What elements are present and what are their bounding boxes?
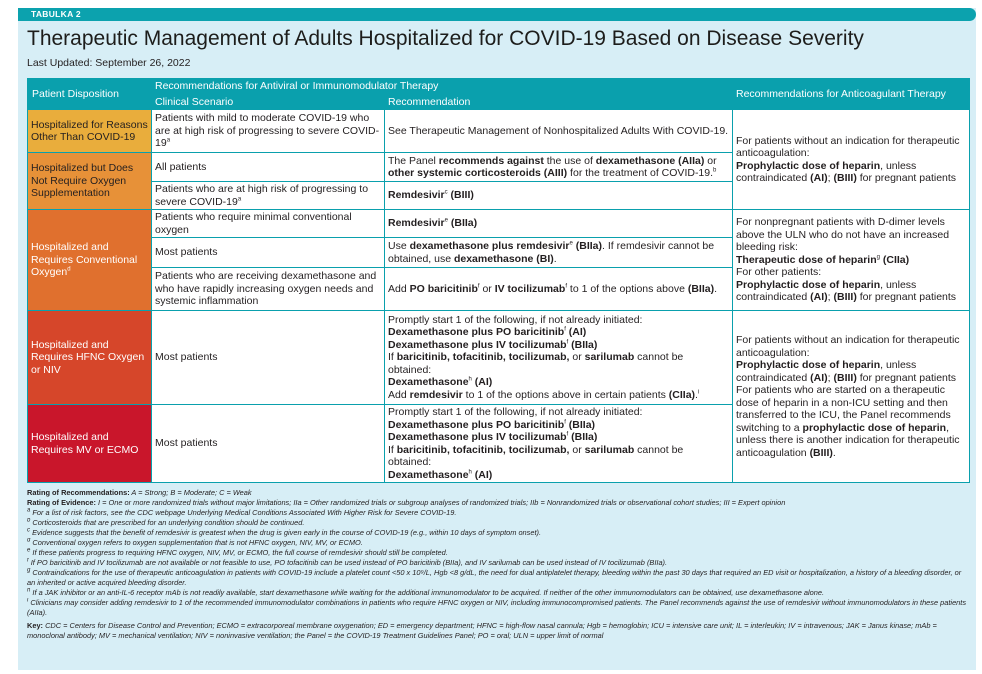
disposition-conventional-oxygen: Hospitalized and Requires Conventional Oxygen$^d$: [28, 210, 152, 311]
recommendation-cell: See Therapeutic Management of Nonhospitalized Adults With COVID-19.: [385, 110, 733, 153]
table-tag: [18, 8, 976, 21]
scenario-cell: Most patients: [152, 238, 385, 268]
therapy-table: [27, 78, 970, 483]
footnote-d: $^d$ Conventional oxygen refers to oxygen supplementation that is not HFNC oxygen, NIV, MV, or ECMO.: [27, 538, 363, 547]
recommendation-cell: Promptly start 1 of the following, if not already initiated: Dexamethasone plus PO baricitinib$^f$ (BIIa) Dexamethasone plus IV tocilizumab$^f$ (BIIa) If baricitinib, tofacitinib, tocilizumab, or sarilumab cannot be obtained: Dexamethasone$^h$ (AI): [385, 405, 733, 483]
footnote-c: $^c$ Evidence suggests that the benefit of remdesivir is greatest when the drug is given early in the course of COVID-19 (e.g., within 10 days of symptom onset).: [27, 528, 542, 537]
header-disposition: Patient Disposition: [28, 79, 152, 110]
footnote-i: $^i$ Clinicians may consider adding remdesivir to 1 of the recommended immunomodulator combinations in patients who require HFNC oxygen or NIV, including immunocompromised patients. The Panel recommends against the use of remdesivir without immunomodulators in these patients (AIIa).: [27, 598, 967, 617]
last-updated: Last Updated: September 26, 2022: [27, 57, 191, 69]
scenario-cell: Most patients: [152, 311, 385, 405]
disposition-no-oxygen: Hospitalized but Does Not Require Oxygen Supplementation: [28, 153, 152, 210]
footnote-h: $^h$ If a JAK inhibitor or an anti-IL-6 receptor mAb is not readily available, start dexamethasone while waiting for the additional immunomodulator to be acquired. If neither of the other immunomodulators can be obtained, use dexamethasone alone.: [27, 588, 825, 597]
rating-recommendations: Rating of Recommendations: A = Strong; B = Moderate; C = Weak: [27, 488, 252, 497]
anticoag-cell: For patients without an indication for therapeutic anticoagulation: Prophylactic dose of heparin, unless contraindicated (AI); (BIII) for pregnant patients For patients who are started on a therapeutic dose of heparin in a non-ICU setting and then transferred to the ICU, the Panel recommends switching to a prophylactic dose of heparin, unless there is another indication for therapeutic anticoagulation (BIII).: [733, 311, 970, 483]
scenario-cell: Patients who require minimal conventional oxygen: [152, 210, 385, 238]
abbreviation-key: Key: CDC = Centers for Disease Control and Prevention; ECMO = extracorporeal membrane oxygenation; ED = emergency department; HFNC = high-flow nasal cannula; Hgb = hemoglobin; ICU = intensive care unit; IL = interleukin; IV = intravenous; JAK = Janus kinase; mAb = monoclonal antibody; MV = mechanical ventilation; NIV = noninvasive ventilation; the Panel = the COVID-19 Treatment Guidelines Panel; PO = oral; ULN = upper limit of normal: [27, 621, 937, 640]
footnote-a: $^a$ For a list of risk factors, see the CDC webpage Underlying Medical Conditions Associated With Higher Risk for Severe COVID-19.: [27, 508, 457, 517]
footnote-b: $^b$ Corticosteroids that are prescribed for an underlying condition should be continued.: [27, 518, 305, 527]
footnote-e: $^e$ If these patients progress to requiring HFNC oxygen, NIV, MV, or ECMO, the full course of remdesivir should still be completed.: [27, 548, 448, 557]
header-recommendation: Recommendation: [385, 94, 733, 110]
header-anticoagulant: Recommendations for Anticoagulant Therapy: [733, 79, 970, 110]
table-row: [28, 110, 970, 153]
footnote-f: $^f$ If PO baricitinib and IV tocilizumab are not available or not feasible to use, PO tofacitinib can be used instead of PO baricitinib (BIIa), and IV sarilumab can be used instead of IV tocilizumab (BIIa).: [27, 558, 668, 567]
table-row: [28, 210, 970, 238]
anticoag-cell: For patients without an indication for therapeutic anticoagulation: Prophylactic dose of heparin, unless contraindicated (AI); (BIII) for pregnant patients: [733, 110, 970, 210]
recommendation-cell: Remdesivir$^e$ (BIIa): [385, 210, 733, 238]
scenario-cell: Most patients: [152, 405, 385, 483]
recommendation-cell: Use dexamethasone plus remdesivir$^e$ (BIIa). If remdesivir cannot be obtained, use dexamethasone (BI).: [385, 238, 733, 268]
recommendation-cell: Promptly start 1 of the following, if not already initiated: Dexamethasone plus PO baricitinib$^f$ (AI) Dexamethasone plus IV tocilizumab$^f$ (BIIa) If baricitinib, tofacitinib, tocilizumab, or sarilumab cannot be obtained: Dexamethasone$^h$ (AI) Add remdesivir to 1 of the options above in certain patients (CIIa).$^i$: [385, 311, 733, 405]
recommendation-cell: The Panel recommends against the use of dexamethasone (AIIa) or other systemic corticosteroids (AIII) for the treatment of COVID-19.$^b$: [385, 153, 733, 182]
disposition-mv-ecmo: Hospitalized and Requires MV or ECMO: [28, 405, 152, 483]
rating-evidence: Rating of Evidence: I = One or more randomized trials without major limitations; IIa = Other randomized trials or subgroup analyses of randomized trials; IIb = Nonrandomized trials or observational cohort studies; III = Expert opinion: [27, 498, 786, 507]
header-antiviral-group: Recommendations for Antiviral or Immunomodulator Therapy: [152, 79, 733, 95]
table-panel: [18, 8, 976, 670]
header-clinical-scenario: Clinical Scenario: [152, 94, 385, 110]
recommendation-cell: Add PO baricitinib$^f$ or IV tocilizumab$^f$ to 1 of the options above (BIIa).: [385, 268, 733, 311]
page-title: Therapeutic Management of Adults Hospitalized for COVID-19 Based on Disease Severity: [27, 27, 864, 50]
scenario-cell: All patients: [152, 153, 385, 182]
recommendation-cell: Remdesivir$^c$ (BIII): [385, 182, 733, 210]
anticoag-cell: For nonpregnant patients with D-dimer levels above the ULN who do not have an increased bleeding risk: Therapeutic dose of heparin$^g$ (CIIa) For other patients: Prophylactic dose of heparin, unless contraindicated (AI); (BIII) for pregnant patients: [733, 210, 970, 311]
disposition-hfnc-niv: Hospitalized and Requires HFNC Oxygen or NIV: [28, 311, 152, 405]
scenario-cell: Patients who are at high risk of progressing to severe COVID-19$^a$: [152, 182, 385, 210]
table-footnotes: [27, 488, 971, 641]
table-tag-label: TABULKA 2: [31, 9, 81, 19]
disposition-other-reasons: Hospitalized for Reasons Other Than COVID-19: [28, 110, 152, 153]
scenario-cell: Patients who are receiving dexamethasone and who have rapidly increasing oxygen needs and systemic inflammation: [152, 268, 385, 311]
footnote-g: $^g$ Contraindications for the use of therapeutic anticoagulation in patients with COVID-19 include a platelet count <50 x 10⁹/L, Hgb <8 g/dL, the need for dual antiplatelet therapy, bleeding within the past 30 days that required an ED visit or hospitalization, a history of a bleeding disorder, or an inherited or active acquired bleeding disorder.: [27, 568, 962, 587]
scenario-cell: Patients with mild to moderate COVID-19 who are at high risk of progressing to severe COVID-19$^a$: [152, 110, 385, 153]
table-row: [28, 311, 970, 405]
